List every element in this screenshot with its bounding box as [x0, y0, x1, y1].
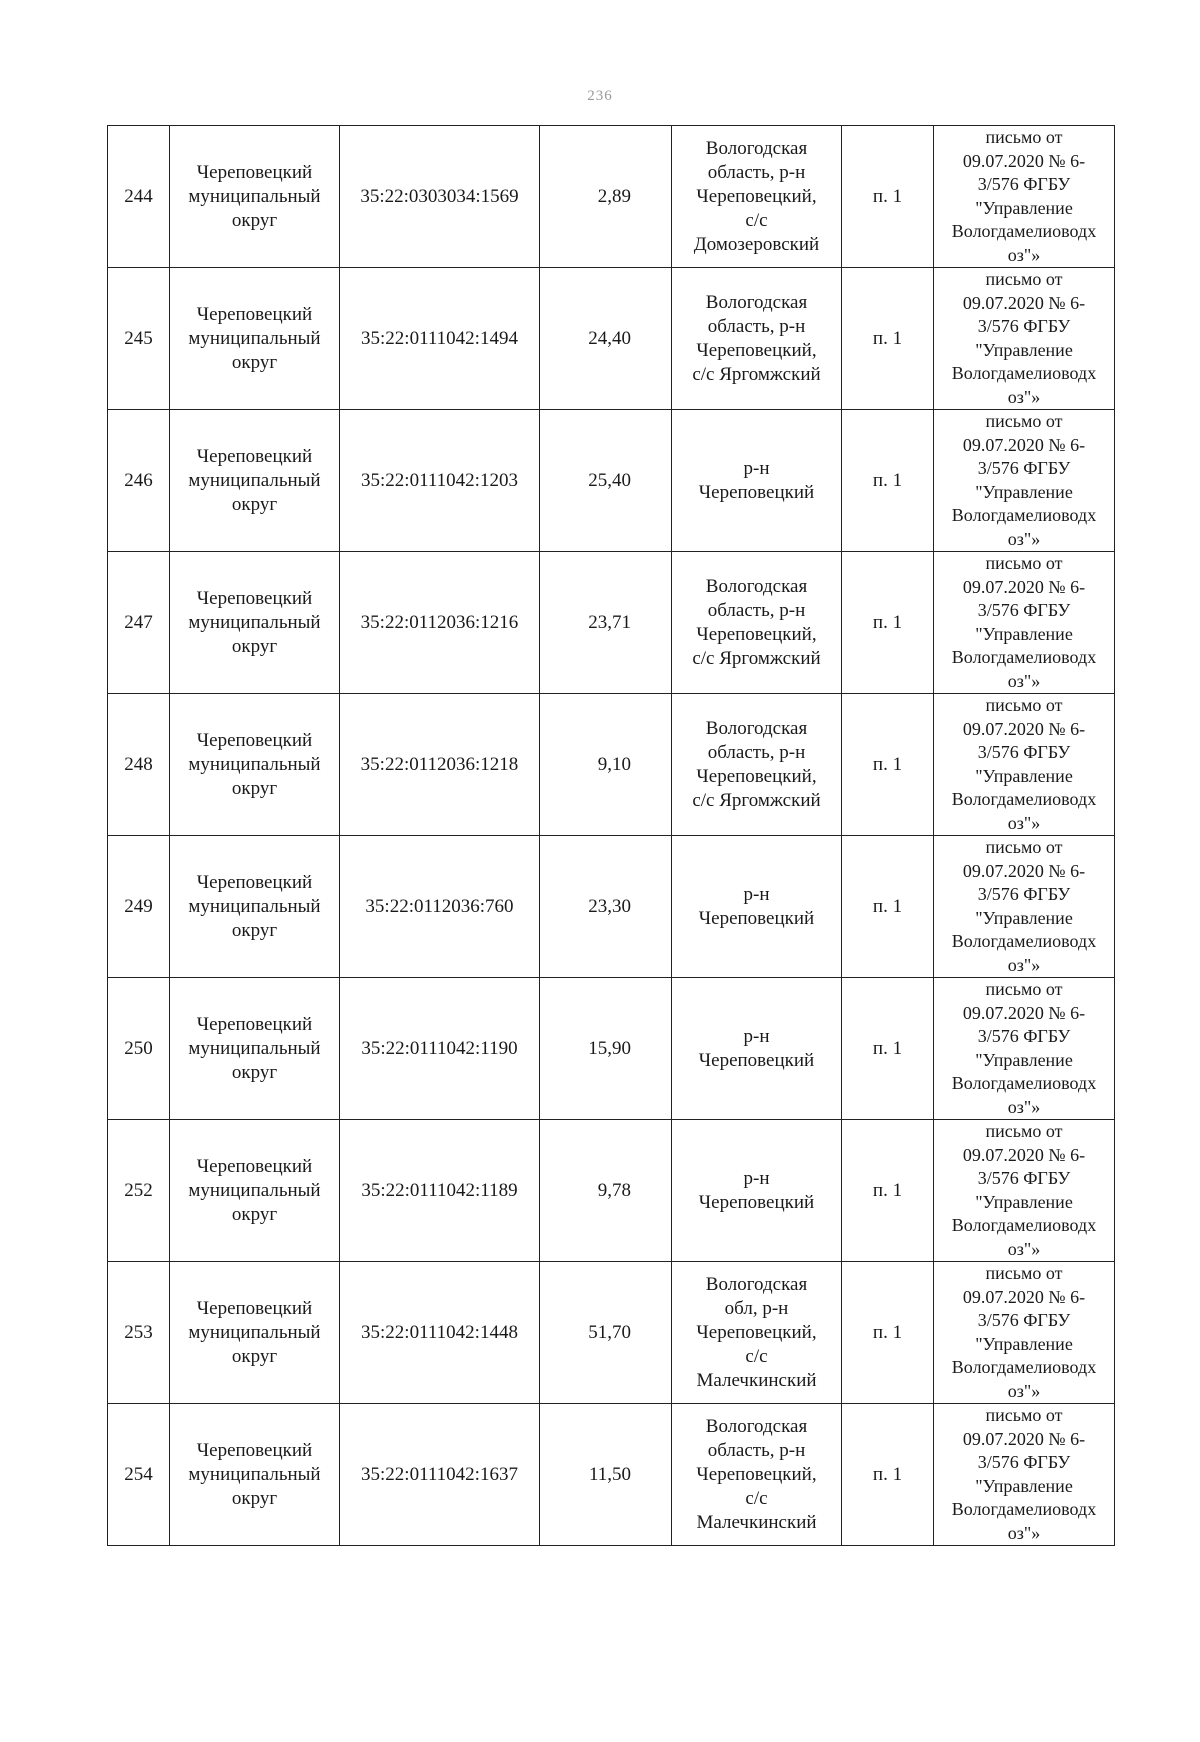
location-cell-line: с/с: [745, 1345, 768, 1367]
basis-cell-line: "Управление: [975, 623, 1073, 644]
district-cell-line: округ: [231, 351, 278, 373]
district-cell-line: округ: [231, 777, 278, 799]
table-row: [108, 1262, 1115, 1404]
location-cell: [672, 1404, 842, 1546]
area-cell: 11,50: [540, 1404, 672, 1546]
basis-cell-line: 09.07.2020 № 6-: [962, 150, 1086, 171]
location-cell: [672, 410, 842, 552]
basis-cell-line: 3/576 ФГБУ: [977, 1310, 1071, 1330]
location-cell: [672, 552, 842, 694]
district-cell-line: Череповецкий: [196, 1013, 313, 1035]
basis-cell-line: "Управление: [975, 1049, 1073, 1070]
basis-cell: [934, 126, 1115, 268]
point-cell: п. 1: [842, 978, 934, 1120]
district-cell-line: Череповецкий: [196, 871, 313, 893]
basis-cell-line: письмо от: [985, 1121, 1063, 1141]
location-cell-line: с/с Яргомжский: [692, 363, 821, 385]
location-cell-line: Вологодская: [705, 1415, 808, 1437]
location-cell-line: Череповецкий,: [696, 1321, 817, 1343]
row-number-cell: 253: [108, 1262, 170, 1404]
location-cell-line: Череповецкий: [698, 1191, 815, 1213]
district-cell-line: округ: [231, 493, 278, 515]
basis-cell-line: оз"»: [1007, 670, 1041, 691]
district-cell: [170, 978, 340, 1120]
cadastral-number-cell: 35:22:0111042:1190: [340, 978, 540, 1120]
basis-cell-line: оз"»: [1007, 812, 1041, 833]
basis-cell-line: 3/576 ФГБУ: [977, 742, 1071, 762]
cadastral-number-cell: 35:22:0112036:1218: [340, 694, 540, 836]
basis-cell-line: Вологдамелиоводх: [951, 363, 1097, 383]
location-cell-line: Вологодская: [705, 1273, 808, 1295]
basis-cell-line: 09.07.2020 № 6-: [962, 576, 1086, 597]
basis-cell-line: "Управление: [975, 339, 1073, 360]
location-cell: [672, 1120, 842, 1262]
district-cell-line: муниципальный: [188, 611, 321, 633]
table-row: [108, 268, 1115, 410]
location-cell-line: область, р-н: [707, 741, 806, 763]
basis-cell-line: 09.07.2020 № 6-: [962, 434, 1086, 455]
basis-cell-line: письмо от: [985, 1263, 1063, 1283]
location-cell: [672, 126, 842, 268]
basis-cell: [934, 836, 1115, 978]
cadastral-number-cell: 35:22:0111042:1494: [340, 268, 540, 410]
district-cell-line: Череповецкий: [196, 1297, 313, 1319]
row-number-cell: 254: [108, 1404, 170, 1546]
row-number-cell: 249: [108, 836, 170, 978]
land-plots-table: [107, 125, 1115, 1546]
location-cell-line: р-н: [743, 1025, 770, 1047]
area-cell: 9,78: [540, 1120, 672, 1262]
cadastral-number-cell: 35:22:0112036:1216: [340, 552, 540, 694]
district-cell-line: муниципальный: [188, 1037, 321, 1059]
row-number-cell: 245: [108, 268, 170, 410]
basis-cell-line: 3/576 ФГБУ: [977, 884, 1071, 904]
location-cell-line: р-н: [743, 883, 770, 905]
district-cell-line: Череповецкий: [196, 303, 313, 325]
district-cell-line: Череповецкий: [196, 587, 313, 609]
district-cell-line: округ: [231, 209, 278, 231]
district-cell-line: округ: [231, 635, 278, 657]
basis-cell-line: 3/576 ФГБУ: [977, 1026, 1071, 1046]
basis-cell-line: оз"»: [1007, 244, 1041, 265]
basis-cell-line: 09.07.2020 № 6-: [962, 1428, 1086, 1449]
location-cell-line: Череповецкий: [698, 481, 815, 503]
district-cell-line: муниципальный: [188, 895, 321, 917]
table-row: [108, 694, 1115, 836]
basis-cell-line: письмо от: [985, 1405, 1063, 1425]
district-cell: [170, 552, 340, 694]
basis-cell-line: письмо от: [985, 411, 1063, 431]
location-cell-line: область, р-н: [707, 599, 806, 621]
district-cell-line: округ: [231, 1061, 278, 1083]
location-cell-line: область, р-н: [707, 315, 806, 337]
table-row: [108, 410, 1115, 552]
district-cell-line: Череповецкий: [196, 161, 313, 183]
basis-cell-line: 09.07.2020 № 6-: [962, 860, 1086, 881]
basis-cell: [934, 1404, 1115, 1546]
area-cell: 23,71: [540, 552, 672, 694]
basis-cell-line: оз"»: [1007, 1522, 1041, 1543]
basis-cell-line: Вологдамелиоводх: [951, 1215, 1097, 1235]
basis-cell-line: "Управление: [975, 1475, 1073, 1496]
table-row: [108, 552, 1115, 694]
district-cell: [170, 1120, 340, 1262]
location-cell-line: обл, р-н: [724, 1297, 789, 1319]
district-cell: [170, 126, 340, 268]
point-cell: п. 1: [842, 1404, 934, 1546]
location-cell: [672, 1262, 842, 1404]
district-cell-line: Череповецкий: [196, 729, 313, 751]
point-cell: п. 1: [842, 836, 934, 978]
district-cell-line: Череповецкий: [196, 445, 313, 467]
basis-cell: [934, 694, 1115, 836]
basis-cell-line: "Управление: [975, 907, 1073, 928]
basis-cell-line: Вологдамелиоводх: [951, 221, 1097, 241]
basis-cell-line: Вологдамелиоводх: [951, 505, 1097, 525]
point-cell: п. 1: [842, 126, 934, 268]
basis-cell-line: оз"»: [1007, 386, 1041, 407]
table-body: [108, 126, 1115, 1546]
district-cell: [170, 410, 340, 552]
location-cell-line: р-н: [743, 457, 770, 479]
point-cell: п. 1: [842, 552, 934, 694]
location-cell-line: Вологодская: [705, 575, 808, 597]
basis-cell-line: оз"»: [1007, 528, 1041, 549]
location-cell-line: Вологодская: [705, 137, 808, 159]
point-cell: п. 1: [842, 1262, 934, 1404]
location-cell: [672, 268, 842, 410]
basis-cell-line: Вологдамелиоводх: [951, 931, 1097, 951]
cadastral-number-cell: 35:22:0111042:1448: [340, 1262, 540, 1404]
basis-cell-line: "Управление: [975, 1333, 1073, 1354]
row-number-cell: 252: [108, 1120, 170, 1262]
district-cell: [170, 268, 340, 410]
basis-cell-line: 3/576 ФГБУ: [977, 600, 1071, 620]
table-row: [108, 1120, 1115, 1262]
district-cell-line: муниципальный: [188, 185, 321, 207]
point-cell: п. 1: [842, 410, 934, 552]
basis-cell-line: письмо от: [985, 979, 1063, 999]
location-cell-line: Череповецкий,: [696, 623, 817, 645]
basis-cell-line: оз"»: [1007, 1096, 1041, 1117]
basis-cell-line: "Управление: [975, 197, 1073, 218]
location-cell-line: область, р-н: [707, 1439, 806, 1461]
table-row: [108, 126, 1115, 268]
row-number-cell: 248: [108, 694, 170, 836]
basis-cell-line: "Управление: [975, 1191, 1073, 1212]
point-cell: п. 1: [842, 268, 934, 410]
location-cell: [672, 836, 842, 978]
basis-cell-line: Вологдамелиоводх: [951, 1499, 1097, 1519]
basis-cell-line: 3/576 ФГБУ: [977, 1168, 1071, 1188]
basis-cell-line: 09.07.2020 № 6-: [962, 1286, 1086, 1307]
basis-cell-line: Вологдамелиоводх: [951, 789, 1097, 809]
district-cell-line: муниципальный: [188, 1321, 321, 1343]
location-cell-line: р-н: [743, 1167, 770, 1189]
basis-cell-line: 09.07.2020 № 6-: [962, 1002, 1086, 1023]
basis-cell: [934, 978, 1115, 1120]
cadastral-number-cell: 35:22:0111042:1189: [340, 1120, 540, 1262]
location-cell-line: Череповецкий,: [696, 765, 817, 787]
location-cell-line: с/с: [745, 209, 768, 231]
area-cell: 9,10: [540, 694, 672, 836]
location-cell-line: Череповецкий,: [696, 1463, 817, 1485]
district-cell-line: муниципальный: [188, 753, 321, 775]
basis-cell: [934, 410, 1115, 552]
area-cell: 51,70: [540, 1262, 672, 1404]
district-cell-line: Череповецкий: [196, 1439, 313, 1461]
location-cell-line: Малечкинский: [696, 1369, 817, 1391]
basis-cell-line: 09.07.2020 № 6-: [962, 292, 1086, 313]
basis-cell-line: "Управление: [975, 765, 1073, 786]
district-cell-line: муниципальный: [188, 469, 321, 491]
table-row: [108, 978, 1115, 1120]
district-cell: [170, 1404, 340, 1546]
basis-cell-line: Вологдамелиоводх: [951, 1357, 1097, 1377]
cadastral-number-cell: 35:22:0112036:760: [340, 836, 540, 978]
basis-cell-line: 3/576 ФГБУ: [977, 1452, 1071, 1472]
district-cell-line: округ: [231, 1203, 278, 1225]
location-cell-line: с/с Яргомжский: [692, 789, 821, 811]
cadastral-number-cell: 35:22:0111042:1637: [340, 1404, 540, 1546]
basis-cell-line: Вологдамелиоводх: [951, 1073, 1097, 1093]
basis-cell-line: оз"»: [1007, 954, 1041, 975]
row-number-cell: 246: [108, 410, 170, 552]
location-cell-line: Череповецкий: [698, 907, 815, 929]
basis-cell-line: письмо от: [985, 269, 1063, 289]
basis-cell-line: 09.07.2020 № 6-: [962, 718, 1086, 739]
basis-cell: [934, 268, 1115, 410]
point-cell: п. 1: [842, 694, 934, 836]
area-cell: 25,40: [540, 410, 672, 552]
basis-cell-line: письмо от: [985, 695, 1063, 715]
table-row: [108, 836, 1115, 978]
district-cell: [170, 694, 340, 836]
row-number-cell: 247: [108, 552, 170, 694]
point-cell: п. 1: [842, 1120, 934, 1262]
district-cell-line: округ: [231, 1345, 278, 1367]
location-cell: [672, 978, 842, 1120]
district-cell-line: муниципальный: [188, 327, 321, 349]
row-number-cell: 250: [108, 978, 170, 1120]
basis-cell-line: письмо от: [985, 127, 1063, 147]
location-cell-line: Малечкинский: [696, 1511, 817, 1533]
district-cell-line: муниципальный: [188, 1179, 321, 1201]
location-cell-line: Вологодская: [705, 291, 808, 313]
location-cell-line: Череповецкий,: [696, 185, 817, 207]
basis-cell-line: письмо от: [985, 837, 1063, 857]
location-cell-line: область, р-н: [707, 161, 806, 183]
area-cell: 24,40: [540, 268, 672, 410]
area-cell: 2,89: [540, 126, 672, 268]
district-cell-line: округ: [231, 919, 278, 941]
basis-cell: [934, 1120, 1115, 1262]
location-cell-line: Домозеровский: [693, 233, 820, 255]
row-number-cell: 244: [108, 126, 170, 268]
district-cell-line: Череповецкий: [196, 1155, 313, 1177]
location-cell-line: Череповецкий: [698, 1049, 815, 1071]
district-cell: [170, 836, 340, 978]
basis-cell-line: письмо от: [985, 553, 1063, 573]
table-row: [108, 1404, 1115, 1546]
location-cell-line: Вологодская: [705, 717, 808, 739]
basis-cell-line: оз"»: [1007, 1238, 1041, 1259]
cadastral-number-cell: 35:22:0303034:1569: [340, 126, 540, 268]
basis-cell-line: 3/576 ФГБУ: [977, 458, 1071, 478]
district-cell-line: округ: [231, 1487, 278, 1509]
cadastral-number-cell: 35:22:0111042:1203: [340, 410, 540, 552]
basis-cell-line: оз"»: [1007, 1380, 1041, 1401]
basis-cell-line: 3/576 ФГБУ: [977, 316, 1071, 336]
basis-cell-line: 3/576 ФГБУ: [977, 174, 1071, 194]
basis-cell: [934, 552, 1115, 694]
location-cell-line: с/с Яргомжский: [692, 647, 821, 669]
basis-cell-line: 09.07.2020 № 6-: [962, 1144, 1086, 1165]
area-cell: 15,90: [540, 978, 672, 1120]
basis-cell-line: "Управление: [975, 481, 1073, 502]
location-cell-line: с/с: [745, 1487, 768, 1509]
page-number: 236: [587, 88, 613, 104]
district-cell-line: муниципальный: [188, 1463, 321, 1485]
location-cell-line: Череповецкий,: [696, 339, 817, 361]
district-cell: [170, 1262, 340, 1404]
basis-cell-line: Вологдамелиоводх: [951, 647, 1097, 667]
location-cell: [672, 694, 842, 836]
basis-cell: [934, 1262, 1115, 1404]
area-cell: 23,30: [540, 836, 672, 978]
